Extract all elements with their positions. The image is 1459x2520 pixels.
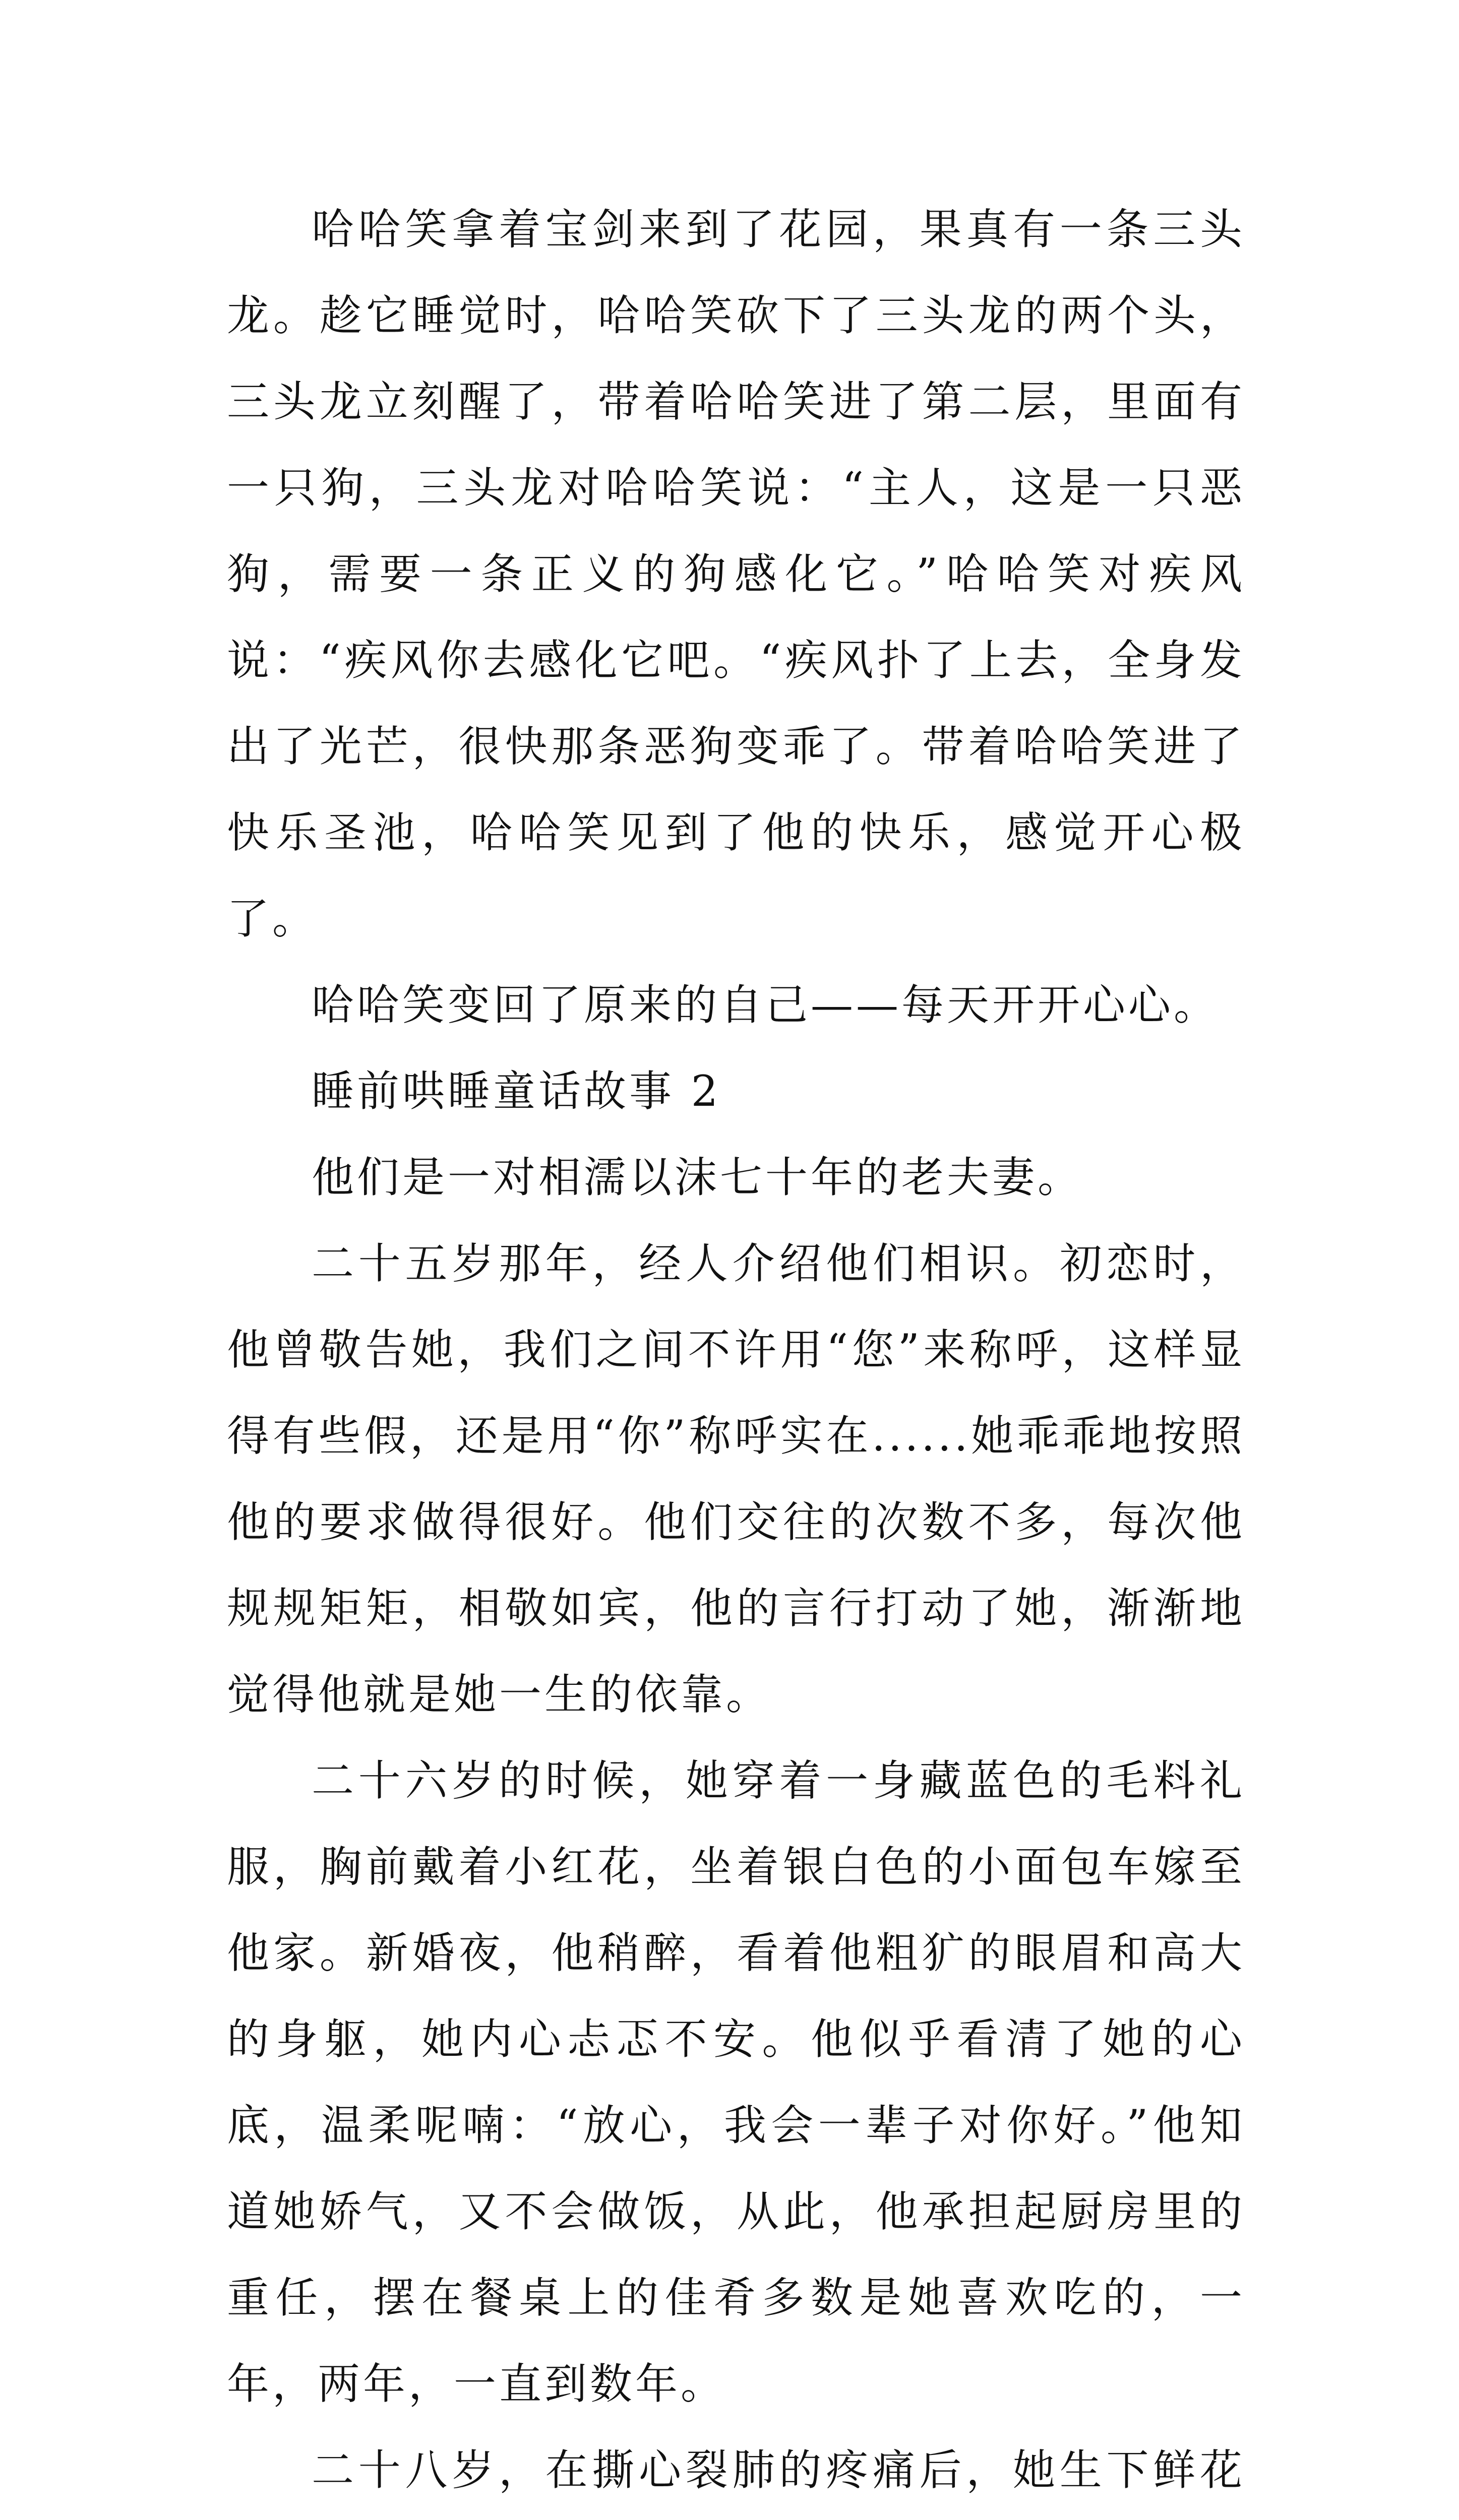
document-body — [227, 186, 1245, 2520]
paragraph-1: 哈哈笑拿着宝剑来到了花园，果真有一条三头龙。趁它睡觉时，哈哈笑砍下了三头龙的两个头，三头龙立刻醒了，带着哈哈笑进了第二层，里面有一只狗，三头龙对哈哈笑说：“主人，这是一只恶狗，需要一条正义的狗感化它。”哈哈笑对疾风说：“疾风你去感化它吧。“疾风扑了上去，全身发出了光芒，很快那条恶狗变乖了。带着哈哈笑进了快乐圣池，哈哈笑见到了他的快乐，感觉开心极了。 — [227, 205, 1245, 943]
paragraph-4: 二十五岁那年，经人介绍他们相识。初恋时，他曾敬告她，我们之间不许用“您”来称呼，这样显得有些假，还是用“你”称呼实在......她乖乖地按照他的要求做得很好。他们交往的次数不多，每次他规规矩矩，相敬如宾，他的言行打动了她，渐渐地觉得他就是她一生的依靠。 — [227, 1239, 1245, 1719]
paragraph-5: 二十六岁的时候，她穿着一身藏蓝色的毛料礼服，胸前戴着小红花，坐着银白色的小面包车嫁至他家。新婚夜，他稍醉，看着他粗犷的眼眉和高大的身躯，她内心忐忑不安。他似乎看清了她的心底，温柔呢喃：“放心，我会一辈子对你好。”他知道她娇气，又不会做饭，从此，他承担起厨房里的重任，摆在餐桌上的佳肴多数是她喜欢吃的，一年，两年，一直到数年。 — [227, 1756, 1245, 2409]
paragraph-6: 二十八岁，在撕心裂肺的疼痛后，她生下鲜花 — [312, 2445, 1245, 2495]
section-heading: 睡前哄睡童话故事 2 — [312, 1066, 721, 1116]
paragraph-3: 他们是一对相濡以沫七十年的老夫妻。 — [312, 1153, 1083, 1202]
paragraph-2: 哈哈笑变回了原来的自己——每天开开心心。 — [312, 980, 1220, 1030]
